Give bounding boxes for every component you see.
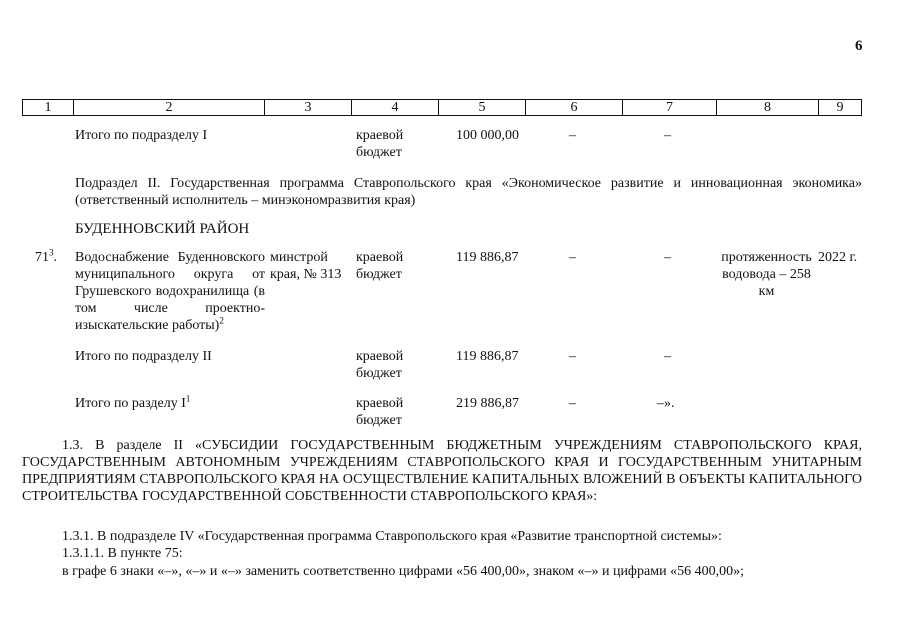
- row-col7: –: [664, 128, 671, 143]
- row-col6: –: [569, 250, 576, 265]
- header-cell-9: 9: [836, 100, 844, 115]
- row-col7: –: [664, 349, 671, 364]
- row-col6: –: [569, 396, 576, 411]
- row-amount: 119 886,87: [456, 250, 519, 265]
- row-col7: –: [664, 250, 671, 265]
- row-name-text: Водоснабжение Буденновского муниципального округа от Грушевского водохранилища (в том числе проектно-изыскательские работы): [75, 250, 265, 333]
- row-amount: 219 886,87: [456, 396, 519, 411]
- row-col7: –».: [657, 396, 675, 411]
- header-cell-4: 4: [352, 100, 439, 115]
- district-heading: БУДЕННОВСКИЙ РАЙОН: [75, 221, 250, 237]
- row-recipient: минстрой края, № 313: [270, 250, 342, 282]
- row-name-sup: 1: [185, 393, 191, 404]
- row-name: Итого по подразделу I: [75, 128, 208, 143]
- paragraph-column6-change: в графе 6 знаки «–», «–» и «–» заменить соответственно цифрами «56 400,00», знаком «–» и цифрами «56 400,00»;: [62, 564, 744, 579]
- row-col8: протяженность водовода – 258 км: [721, 250, 812, 299]
- row-number-dot: .: [53, 250, 57, 265]
- row-name: [75, 395, 190, 412]
- row-name: [75, 249, 265, 334]
- row-name-sup: 2: [219, 315, 224, 326]
- row-number-sup: 3: [49, 247, 54, 258]
- header-cell-1: 1: [23, 100, 74, 115]
- row-name: Итого по подразделу II: [75, 349, 212, 364]
- row-number: [35, 249, 57, 266]
- header-cell-8: 8: [717, 100, 819, 115]
- table-header: [22, 99, 862, 116]
- row-col6: –: [569, 349, 576, 364]
- row-amount: 100 000,00: [456, 128, 519, 143]
- row-name-text: Итого по разделу I: [75, 396, 186, 411]
- header-cell-2: 2: [74, 100, 265, 115]
- row-fund: краевой бюджет: [356, 349, 404, 381]
- paragraph-1-3-1: 1.3.1. В подразделе IV «Государственная программа Ставропольского края «Развитие транспортной системы»:: [62, 529, 722, 544]
- paragraph-1-3-1-1: 1.3.1.1. В пункте 75:: [62, 546, 183, 561]
- header-cell-7: 7: [623, 100, 717, 115]
- row-year: 2022 г.: [818, 250, 858, 265]
- row-fund: краевой бюджет: [356, 128, 404, 160]
- paragraph-1-3: 1.3. В разделе II «СУБСИДИИ ГОСУДАРСТВЕННЫМ БЮДЖЕТНЫМ УЧРЕЖДЕНИЯМ СТАВРОПОЛЬСКОГО КРАЯ, ГОСУДАРСТВЕННЫМ АВТОНОМНЫМ УЧРЕЖДЕНИЯМ СТАВРОПОЛЬСКОГО КРАЯ И ГОСУДАРСТВЕННЫМ УНИТАРНЫМ ПРЕДПРИЯТИЯМ СТАВРОПОЛЬСКОГО КРАЯ НА ОСУЩЕСТВЛЕНИЕ КАПИТАЛЬНЫХ ВЛОЖЕНИЙ В ОБЪЕКТЫ КАПИТАЛЬНОГО СТРОИТЕЛЬСТВА ГОСУДАРСТВЕННОЙ СОБСТВЕННОСТИ СТАВРОПОЛЬСКОГО КРАЯ»:: [22, 438, 862, 504]
- header-cell-5: 5: [439, 100, 526, 115]
- row-fund: краевой бюджет: [356, 396, 404, 428]
- row-number-main: 71: [35, 250, 49, 265]
- row-col6: –: [569, 128, 576, 143]
- subsection-title: Подраздел II. Государственная программа Ставропольского края «Экономическое развитие и инновационная экономика» (ответственный исполнитель – минэкономразвития края): [75, 176, 862, 208]
- header-cell-3: 3: [265, 100, 352, 115]
- page-number: 6: [855, 38, 863, 54]
- header-cell-6: 6: [526, 100, 623, 115]
- row-amount: 119 886,87: [456, 349, 519, 364]
- row-fund: краевой бюджет: [356, 250, 404, 282]
